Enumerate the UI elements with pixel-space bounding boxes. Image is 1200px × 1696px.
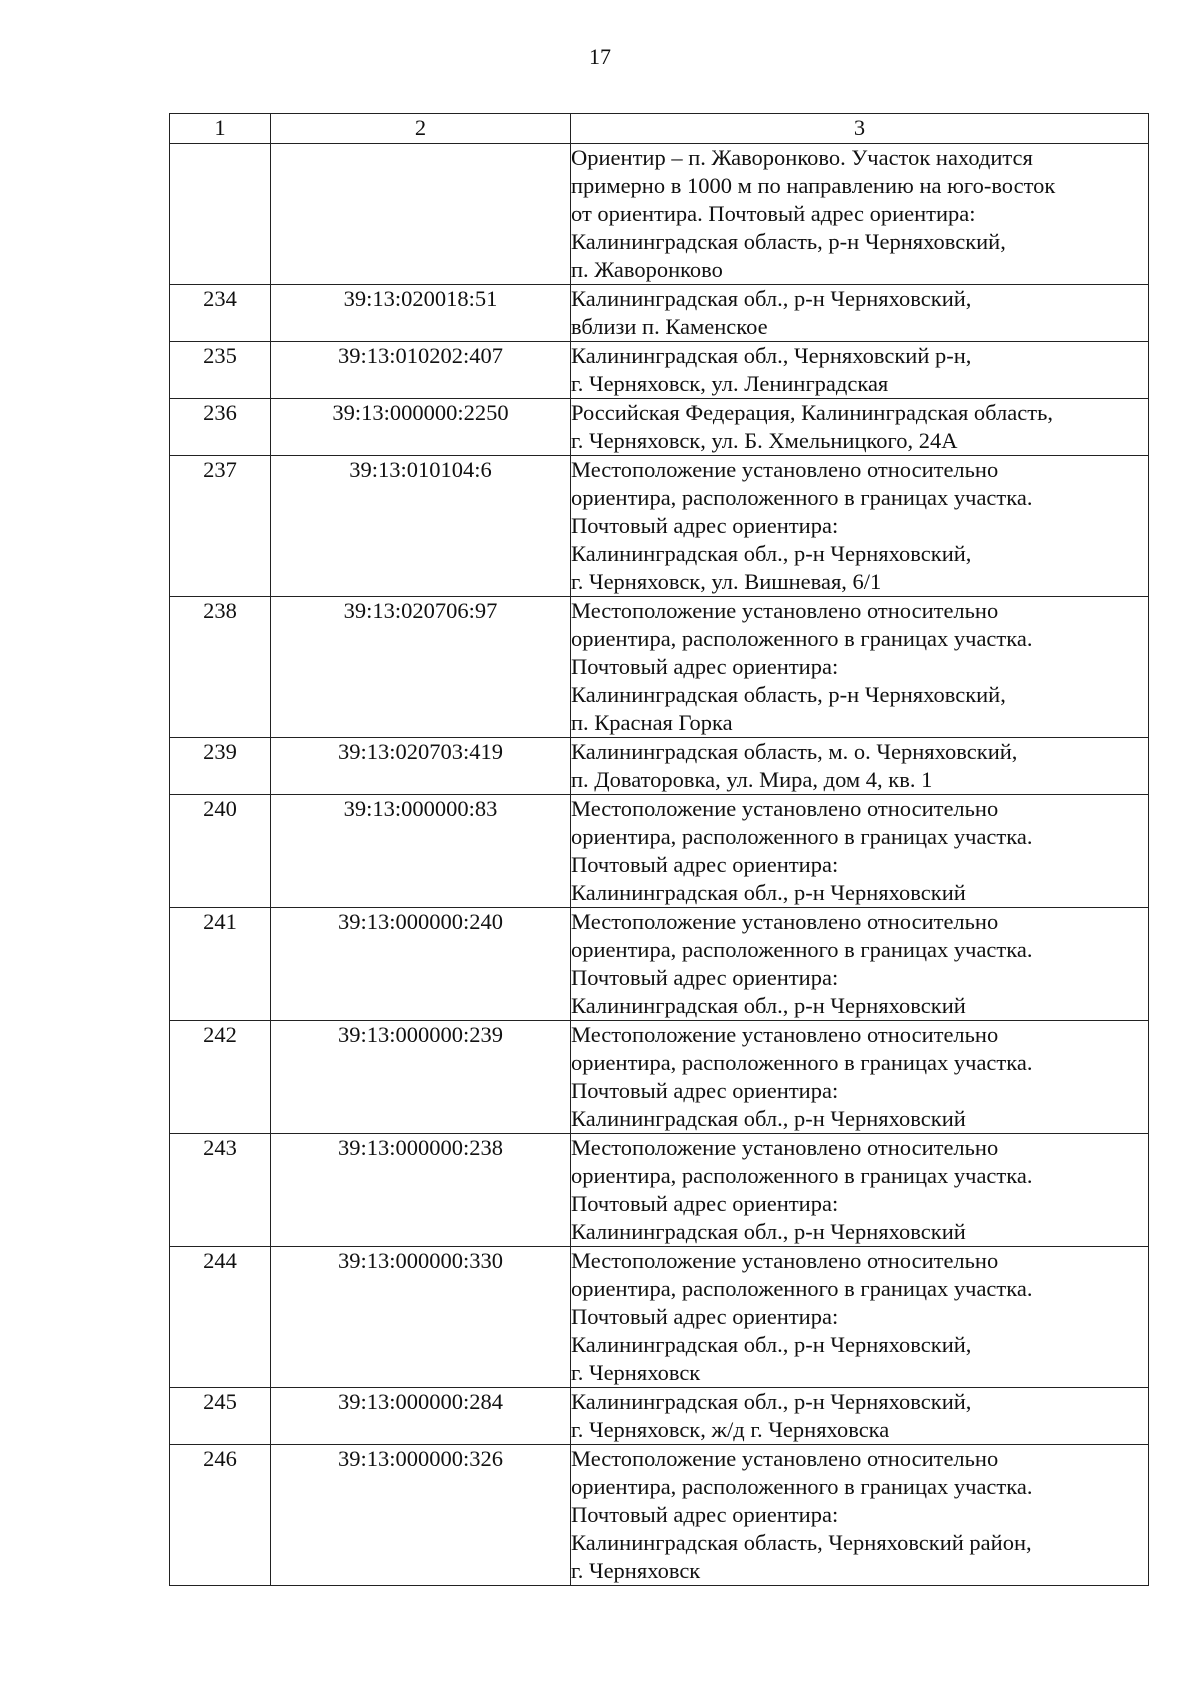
table-row [170,1021,1149,1134]
table-row [170,1445,1149,1586]
address-line: г. Черняховск [571,1360,701,1385]
address-line: п. Жаворонково [571,257,723,282]
address-line: п. Доваторовка, ул. Мира, дом 4, кв. 1 [571,767,933,792]
cadastral-number [271,144,571,285]
land-plot-table [169,113,1149,1586]
address-line: Местоположение установлено относительно [571,598,999,623]
address-line: Калининградская обл., р-н Черняховский [571,880,966,905]
row-number: 246 [170,1445,271,1586]
address-cell [571,399,1149,456]
table-row [170,1388,1149,1445]
row-number: 240 [170,795,271,908]
cadastral-number: 39:13:000000:239 [271,1021,571,1134]
address-line: Почтовый адрес ориентира: [571,852,839,877]
address-line: ориентира, расположенного в границах участка. [571,485,1033,510]
cadastral-number: 39:13:000000:326 [271,1445,571,1586]
header-col-number: 1 [170,114,271,144]
row-number: 237 [170,456,271,597]
address-line: ориентира, расположенного в границах участка. [571,824,1033,849]
table-header [170,114,1149,144]
address-cell [571,1247,1149,1388]
row-number: 241 [170,908,271,1021]
address-cell [571,1134,1149,1247]
address-line: п. Красная Горка [571,710,733,735]
table-row [170,285,1149,342]
address-line: Калининградская обл., Черняховский р-н, [571,343,972,368]
row-number: 234 [170,285,271,342]
table-row [170,399,1149,456]
address-cell [571,285,1149,342]
address-cell [571,144,1149,285]
cadastral-number: 39:13:020706:97 [271,597,571,738]
address-line: г. Черняховск, ул. Вишневая, 6/1 [571,569,882,594]
address-line: Почтовый адрес ориентира: [571,513,839,538]
cadastral-number: 39:13:000000:240 [271,908,571,1021]
header-col-address: 3 [571,114,1149,144]
cadastral-number: 39:13:000000:83 [271,795,571,908]
row-number: 236 [170,399,271,456]
address-line: Калининградская область, Черняховский район, [571,1530,1032,1555]
table-row [170,342,1149,399]
cadastral-number: 39:13:000000:238 [271,1134,571,1247]
address-line: ориентира, расположенного в границах участка. [571,626,1033,651]
address-cell [571,908,1149,1021]
address-cell [571,1388,1149,1445]
header-col-cadastral: 2 [271,114,571,144]
address-line: Калининградская обл., р-н Черняховский [571,1106,966,1131]
address-line: Почтовый адрес ориентира: [571,965,839,990]
address-cell [571,1445,1149,1586]
address-line: Местоположение установлено относительно [571,1248,999,1273]
address-line: Местоположение установлено относительно [571,909,999,934]
address-line: ориентира, расположенного в границах участка. [571,1276,1033,1301]
address-line: Почтовый адрес ориентира: [571,1078,839,1103]
table-row [170,1134,1149,1247]
address-line: примерно в 1000 м по направлению на юго-восток [571,173,1056,198]
address-line: ориентира, расположенного в границах участка. [571,937,1033,962]
address-line: г. Черняховск, ул. Б. Хмельницкого, 24А [571,428,958,453]
address-line: г. Черняховск, ул. Ленинградская [571,371,889,396]
address-line: Калининградская обл., р-н Черняховский, [571,286,972,311]
table-row [170,1247,1149,1388]
address-line: Почтовый адрес ориентира: [571,654,839,679]
address-line: Калининградская область, р-н Черняховский, [571,682,1006,707]
address-line: Калининградская обл., р-н Черняховский, [571,1389,972,1414]
row-number: 243 [170,1134,271,1247]
address-line: Местоположение установлено относительно [571,1446,999,1471]
cadastral-number: 39:13:000000:2250 [271,399,571,456]
address-line: вблизи п. Каменское [571,314,768,339]
address-line: Местоположение установлено относительно [571,1022,999,1047]
row-number: 244 [170,1247,271,1388]
row-number: 245 [170,1388,271,1445]
address-cell [571,1021,1149,1134]
table-row [170,908,1149,1021]
address-line: Калининградская обл., р-н Черняховский [571,1219,966,1244]
address-line: Почтовый адрес ориентира: [571,1191,839,1216]
row-number: 242 [170,1021,271,1134]
address-line: ориентира, расположенного в границах участка. [571,1474,1033,1499]
table-row [170,456,1149,597]
address-cell [571,456,1149,597]
address-line: ориентира, расположенного в границах участка. [571,1050,1033,1075]
page-number: 17 [589,44,611,69]
table-row [170,144,1149,285]
header-row [170,114,1149,144]
cadastral-number: 39:13:000000:284 [271,1388,571,1445]
address-line: г. Черняховск, ж/д г. Черняховска [571,1417,890,1442]
address-line: Ориентир – п. Жаворонково. Участок находится [571,145,1033,170]
row-number: 239 [170,738,271,795]
table-row [170,795,1149,908]
address-cell [571,738,1149,795]
address-line: ориентира, расположенного в границах участка. [571,1163,1033,1188]
cadastral-number: 39:13:020703:419 [271,738,571,795]
table-body [170,144,1149,1586]
address-line: Почтовый адрес ориентира: [571,1304,839,1329]
address-line: Местоположение установлено относительно [571,796,999,821]
row-number [170,144,271,285]
cadastral-number: 39:13:010202:407 [271,342,571,399]
address-line: Калининградская обл., р-н Черняховский, [571,1332,972,1357]
address-line: Российская Федерация, Калининградская область, [571,400,1053,425]
address-line: г. Черняховск [571,1558,701,1583]
address-line: от ориентира. Почтовый адрес ориентира: [571,201,976,226]
table-row [170,597,1149,738]
address-cell [571,597,1149,738]
address-line: Калининградская обл., р-н Черняховский, [571,541,972,566]
address-line: Почтовый адрес ориентира: [571,1502,839,1527]
address-cell [571,795,1149,908]
address-line: Калининградская область, р-н Черняховский, [571,229,1006,254]
table-row [170,738,1149,795]
cadastral-number: 39:13:010104:6 [271,456,571,597]
address-line: Местоположение установлено относительно [571,457,999,482]
address-line: Калининградская обл., р-н Черняховский [571,993,966,1018]
address-line: Калининградская область, м. о. Черняховский, [571,739,1018,764]
row-number: 238 [170,597,271,738]
address-cell [571,342,1149,399]
cadastral-number: 39:13:000000:330 [271,1247,571,1388]
address-line: Местоположение установлено относительно [571,1135,999,1160]
cadastral-number: 39:13:020018:51 [271,285,571,342]
row-number: 235 [170,342,271,399]
